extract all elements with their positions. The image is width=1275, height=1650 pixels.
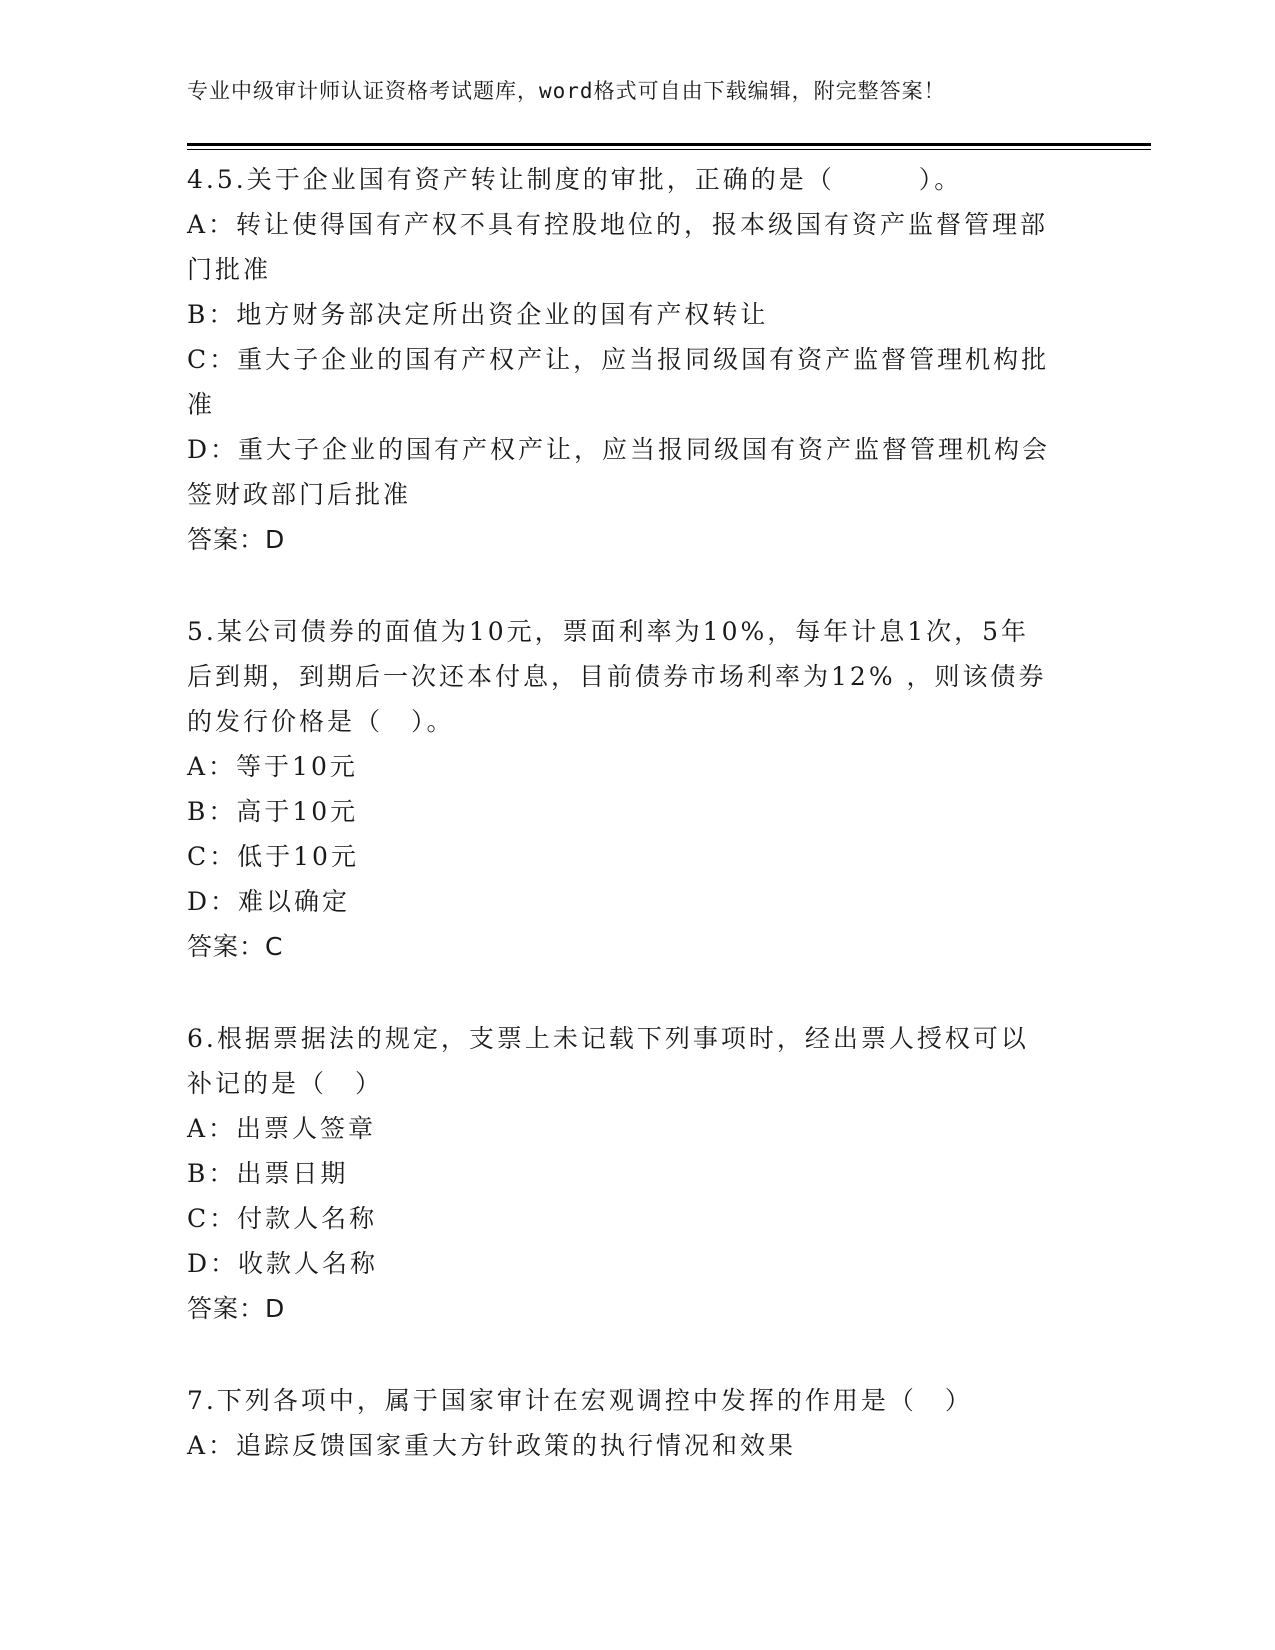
option-line: B：出票日期 — [187, 1159, 349, 1188]
option-line: C：重大子企业的国有产权产让，应当报同级国有资产监督管理机构批 — [187, 345, 1050, 374]
option-line: 准 — [187, 390, 216, 419]
option-line: B：高于10元 — [187, 797, 359, 826]
header-rule-thick — [187, 143, 1151, 146]
question-stem-line: 补记的是（ ） — [187, 1069, 384, 1098]
option-line: C：付款人名称 — [187, 1204, 378, 1233]
option-line: A：转让使得国有产权不具有控股地位的，报本级国有资产监督管理部 — [187, 210, 1049, 239]
option-line: A：出票人签章 — [187, 1114, 377, 1143]
question-stem-line: 6.根据票据法的规定，支票上未记载下列事项时，经出票人授权可以 — [187, 1024, 1029, 1053]
question-stem-line: 后到期，到期后一次还本付息，目前债券市场利率为12% ，则该债券 — [187, 662, 1047, 691]
question-block — [187, 157, 1087, 562]
header-rule-thin — [187, 149, 1151, 150]
question-stem-line: 7.下列各项中，属于国家审计在宏观调控中发挥的作用是（ ） — [187, 1386, 973, 1415]
answer-line: 答案：C — [187, 932, 284, 961]
answer-line: 答案：D — [187, 525, 286, 554]
option-line: 签财政部门后批准 — [187, 480, 412, 509]
option-line: C：低于10元 — [187, 842, 359, 871]
option-line: D：重大子企业的国有产权产让，应当报同级国有资产监督管理机构会 — [187, 435, 1051, 464]
option-line: 门批准 — [187, 255, 272, 284]
question-list — [187, 157, 1087, 1515]
option-line: D：收款人名称 — [187, 1249, 379, 1278]
option-line: A：等于10元 — [187, 752, 358, 781]
page-header: 专业中级审计师认证资格考试题库，word格式可自由下载编辑，附完整答案！ — [187, 79, 946, 103]
option-line: A：追踪反馈国家重大方针政策的执行情况和效果 — [187, 1431, 797, 1460]
question-stem-line: 的发行价格是（ ）。 — [187, 707, 455, 736]
option-line: D：难以确定 — [187, 887, 351, 916]
question-block — [187, 609, 1087, 969]
question-block — [187, 1016, 1087, 1331]
question-stem-line: 5.某公司债券的面值为10元，票面利率为10%，每年计息1次，5年 — [187, 617, 1030, 646]
answer-line: 答案：D — [187, 1294, 286, 1323]
option-line: B：地方财务部决定所出资企业的国有产权转让 — [187, 300, 769, 329]
question-stem-line: 4.5.关于企业国有资产转让制度的审批，正确的是（ ）。 — [187, 165, 963, 194]
question-block — [187, 1378, 1087, 1468]
